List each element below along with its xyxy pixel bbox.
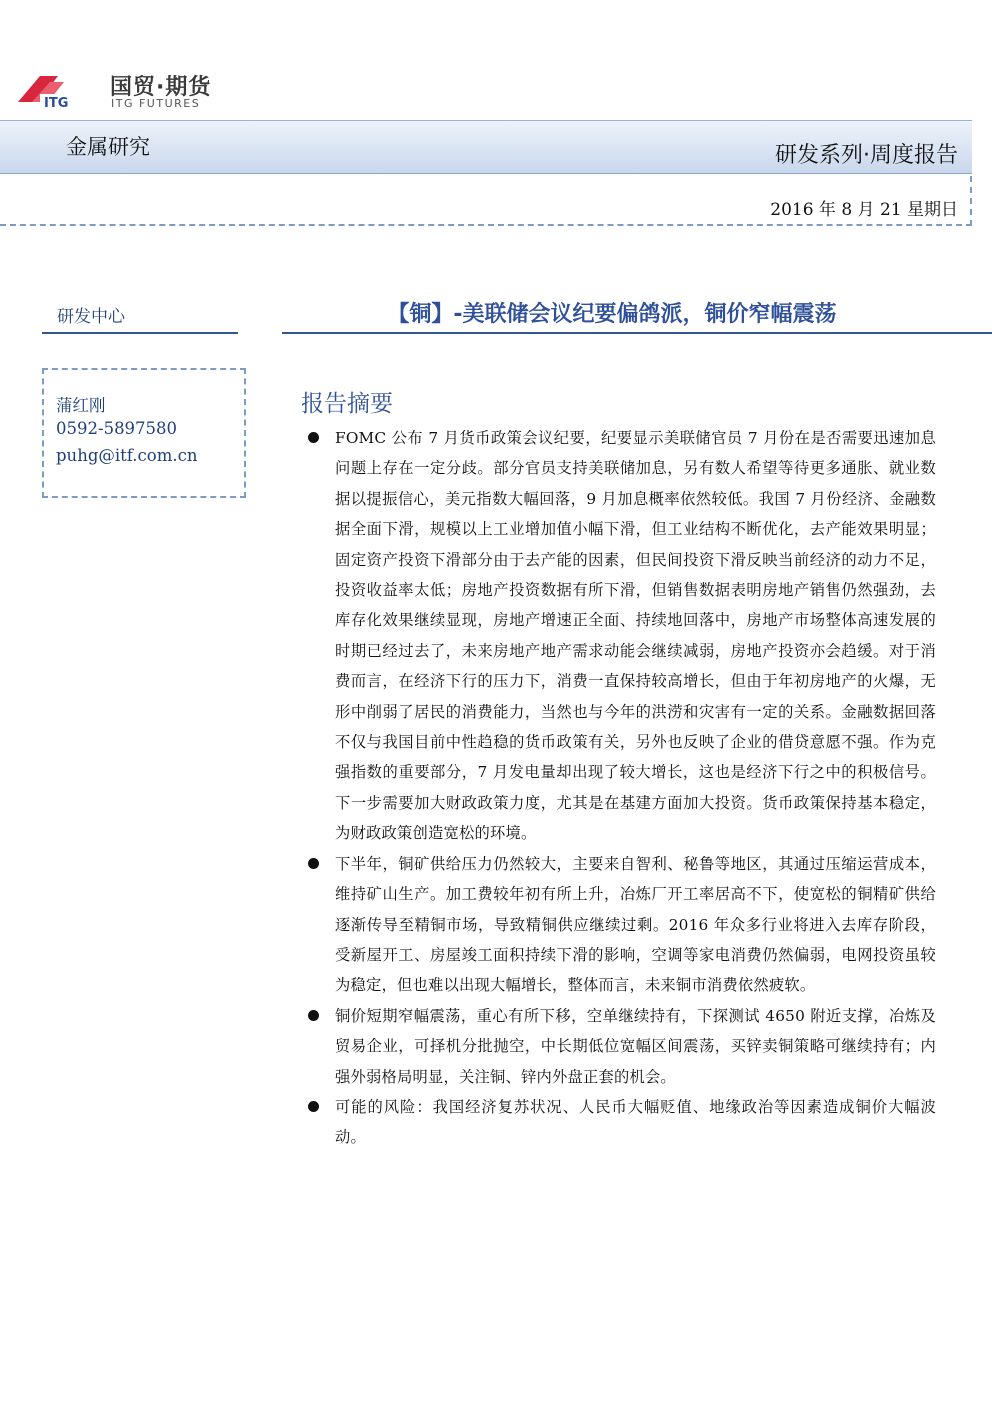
report-series: 研发系列·周度报告 <box>775 143 958 168</box>
analyst-email[interactable]: puhg@itf.com.cn <box>56 446 198 465</box>
summary-list <box>306 423 936 1153</box>
section-title: 金属研究 <box>66 135 150 159</box>
bullet-icon <box>308 432 319 443</box>
bullet-icon <box>308 858 319 869</box>
report-title: 【铜】-美联储会议纪要偏鸽派，铜价窄幅震荡 <box>387 302 837 327</box>
company-logo <box>18 70 218 112</box>
analyst-phone: 0592-5897580 <box>56 419 178 438</box>
department-label: 研发中心 <box>57 307 125 327</box>
summary-item-text: 可能的风险：我国经济复苏状况、人民币大幅贬值、地缘政治等因素造成铜价大幅波动。 <box>335 1097 936 1147</box>
header-banner <box>0 120 972 174</box>
analyst-name: 蒲红刚 <box>56 396 106 415</box>
summary-item <box>306 423 936 849</box>
summary-item <box>306 1092 936 1153</box>
date-box <box>0 176 972 226</box>
summary-item <box>306 849 936 1001</box>
itg-logo-mark <box>18 72 90 110</box>
summary-item <box>306 1001 936 1092</box>
summary-item-text: 下半年，铜矿供给压力仍然较大，主要来自智利、秘鲁等地区，其通过压缩运营成本，维持矿山生产。加工费较年初有所上升，冶炼厂开工率居高不下，使宽松的铜精矿供给逐渐传导至精铜市场，导致精铜供应继续过剩。2016 年众多行业将进入去库存阶段，受新屋开工、房屋竣工面积持续下滑的影响，空调等家电消费仍然偏弱，电网投资虽较为稳定，但也难以出现大幅增长，整体而言，未来铜市消费依然疲软。 <box>335 854 936 995</box>
logo-english-name: ITG FUTURES <box>111 97 201 110</box>
logo-mark-text: ITG <box>44 96 69 110</box>
summary-item-text: FOMC 公布 7 月货币政策会议纪要，纪要显示美联储官员 7 月份在是否需要迅速加息问题上存在一定分歧。部分官员支持美联储加息，另有数人希望等待更多通胀、就业数据以提振信心，美元指数大幅回落，9 月加息概率依然较低。我国 7 月份经济、金融数据全面下滑，规模以上工业增加值小幅下滑，但工业结构不断优化，去产能效果明显；固定资产投资下滑部分由于去产能的因素，但民间投资下滑反映当前经济的动力不足，投资收益率太低；房地产投资数据有所下滑，但销售数据表明房地产销售仍然强劲，去库存化效果继续显现，房地产增速正全面、持续地回落中，房地产市场整体高速发展的时期已经过去了，未来房地产地产需求动能会继续减弱，房地产投资亦会趋缓。对于消费而言，在经济下行的压力下，消费一直保持较高增长，但由于年初房地产的火爆，无形中削弱了居民的消费能力，当然也与今年的洪涝和灾害有一定的关系。金融数据回落不仅与我国目前中性趋稳的货币政策有关，另外也反映了企业的借贷意愿不强。作为克强指数的重要部分，7 月发电量却出现了较大增长，这也是经济下行之中的积极信号。下一步需要加大财政政策力度，尤其是在基建方面加大投资。货币政策保持基本稳定，为财政政策创造宽松的环境。 <box>335 429 936 843</box>
summary-item-text: 铜价短期窄幅震荡，重心有所下移，空单继续持有，下探测试 4650 附近支撑，冶炼及贸易企业，可择机分批抛空，中长期低位宽幅区间震荡，买锌卖铜策略可继续持有；内强外弱格局明显，关注铜、锌内外盘正套的机会。 <box>335 1006 936 1086</box>
report-date: 2016 年 8 月 21 星期日 <box>770 200 958 220</box>
title-divider <box>282 332 992 334</box>
bullet-icon <box>308 1010 319 1021</box>
bullet-icon <box>308 1101 319 1112</box>
analyst-contact-box <box>42 368 246 498</box>
logo-chinese-name: 国贸·期货 <box>110 75 212 100</box>
department-divider <box>42 332 238 334</box>
summary-heading: 报告摘要 <box>301 391 393 417</box>
